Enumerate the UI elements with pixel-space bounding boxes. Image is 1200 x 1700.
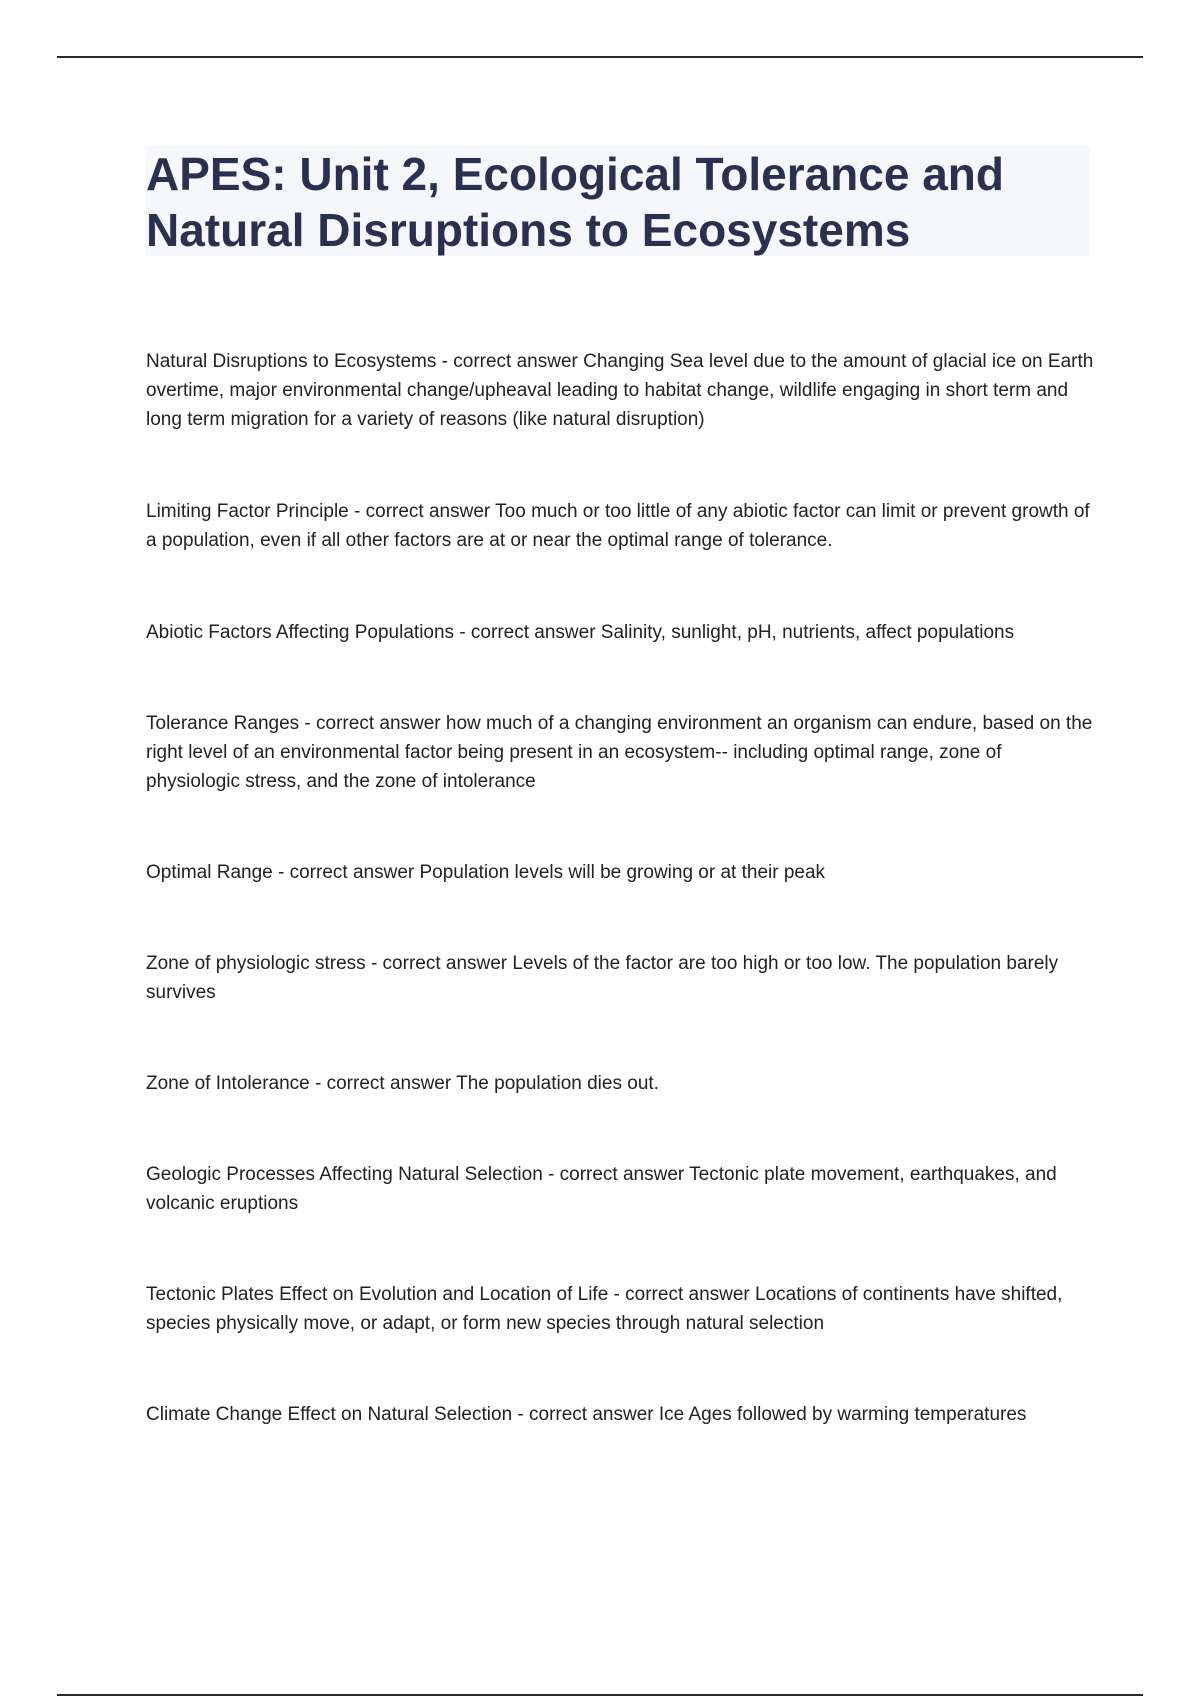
flashcard-entry: Geologic Processes Affecting Natural Selection - correct answer Tectonic plate movement, earthquakes, and volcanic eruptions [146, 1164, 1057, 1214]
page-title: APES: Unit 2, Ecological Tolerance and Natural Disruptions to Ecosystems [146, 148, 1005, 256]
flashcard-entry: Zone of physiologic stress - correct answer Levels of the factor are too high or too low. The population barely survives [146, 953, 1059, 1003]
flashcard-entry: Optimal Range - correct answer Population levels will be growing or at their peak [146, 862, 826, 883]
flashcard-entry: Abiotic Factors Affecting Populations - correct answer Salinity, sunlight, pH, nutrients, affect populations [146, 622, 1015, 643]
flashcard-entry: Limiting Factor Principle - correct answer Too much or too little of any abiotic factor can limit or prevent growth of a population, even if all other factors are at or near the optimal range of tolerance. [146, 501, 1090, 551]
bottom-rule [57, 1694, 1143, 1696]
flashcard-entry: Zone of Intolerance - correct answer The population dies out. [146, 1073, 659, 1094]
title-block [146, 146, 1090, 256]
flashcard-entry: Tectonic Plates Effect on Evolution and Location of Life - correct answer Locations of continents have shifted, species physically move, or adapt, or form new species through natural selection [146, 1284, 1063, 1334]
flashcard-entry: Natural Disruptions to Ecosystems - correct answer Changing Sea level due to the amount of glacial ice on Earth overtime, major environmental change/upheaval leading to habitat change, wildlife engaging in short term and long term migration for a variety of reasons (like natural disruption) [146, 351, 1094, 430]
flashcard-entry: Tolerance Ranges - correct answer how much of a changing environment an organism can endure, based on the right level of an environmental factor being present in an ecosystem-- including optimal range, zone of physiologic stress, and the zone of intolerance [146, 713, 1093, 792]
top-rule [57, 56, 1143, 58]
flashcard-entry: Climate Change Effect on Natural Selection - correct answer Ice Ages followed by warming temperatures [146, 1404, 1027, 1425]
